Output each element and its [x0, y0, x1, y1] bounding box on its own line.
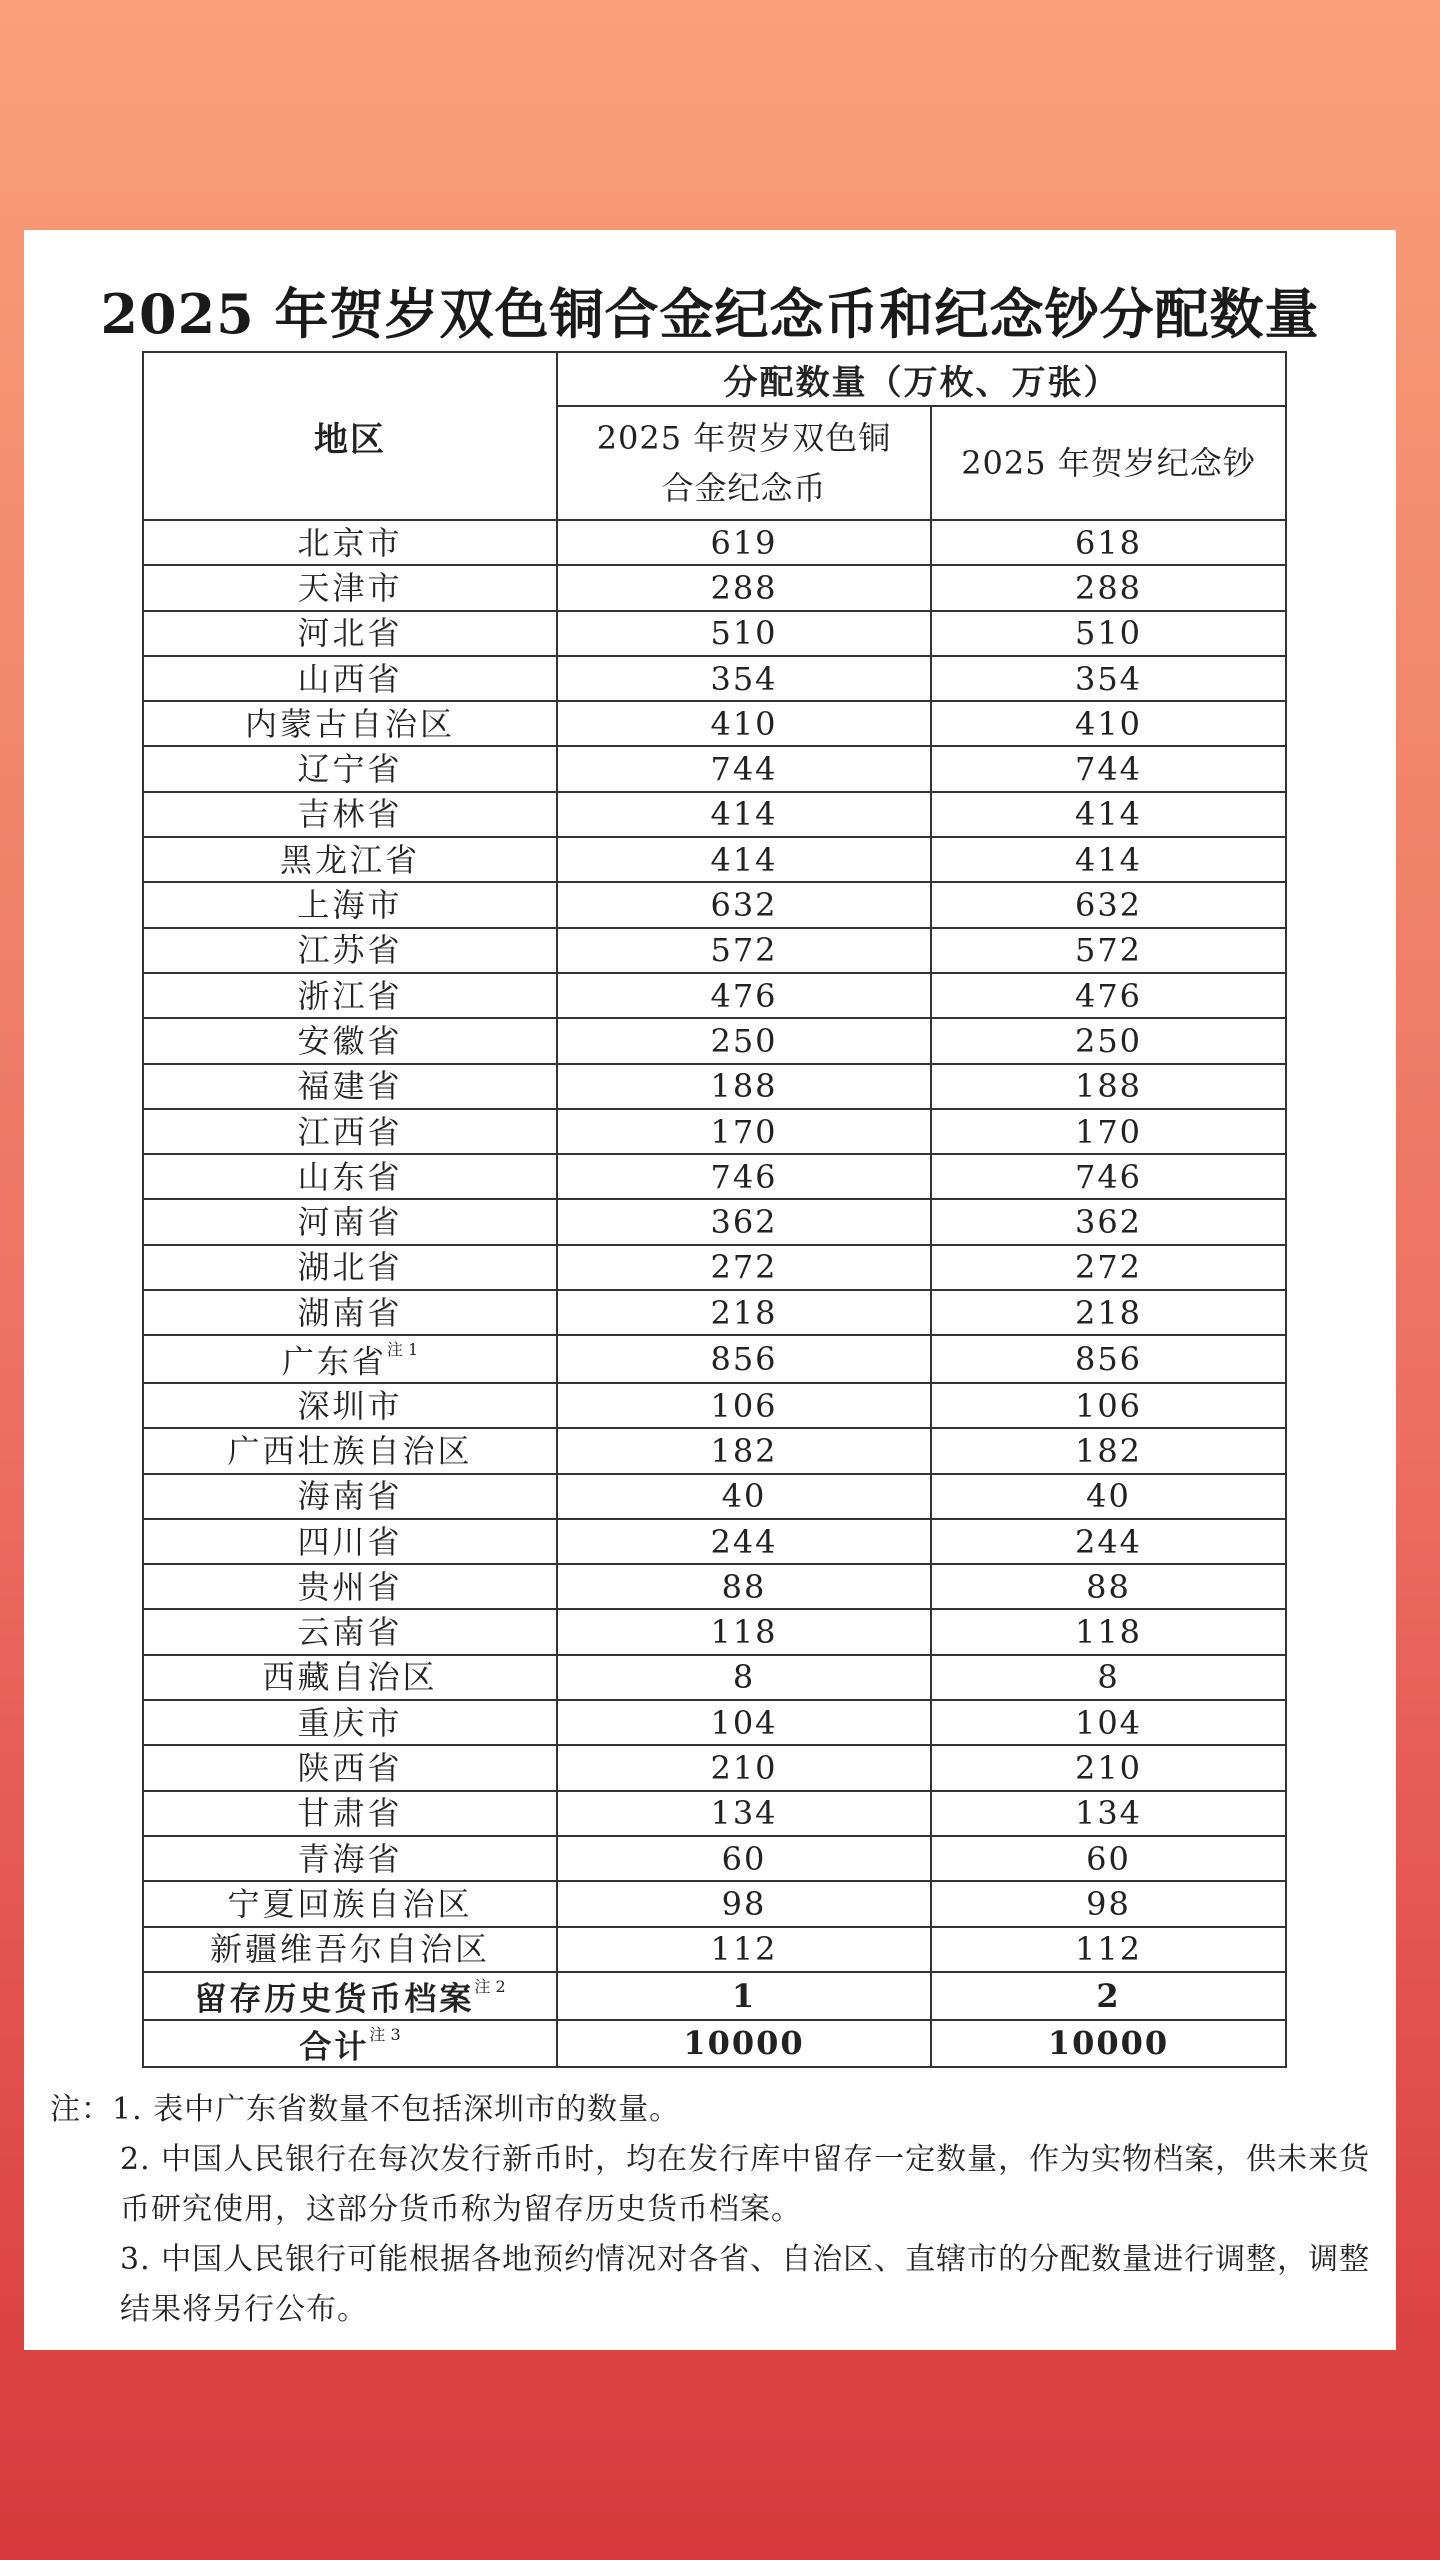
region-cell	[143, 1154, 557, 1199]
region-name: 北京市	[297, 523, 403, 562]
table-row	[143, 1881, 1286, 1926]
table-body	[143, 520, 1286, 2067]
table-row	[143, 1064, 1286, 1109]
banknote-quantity-cell: 2	[931, 1972, 1286, 2020]
banknote-quantity-cell: 632	[931, 882, 1286, 927]
banknote-quantity-cell: 104	[931, 1700, 1286, 1745]
region-name: 海南省	[297, 1477, 403, 1516]
banknote-quantity-cell: 510	[931, 611, 1286, 656]
footnotes	[50, 2085, 1380, 2335]
region-name: 深圳市	[297, 1386, 403, 1425]
region-cell	[143, 656, 557, 701]
coin-quantity-cell: 8	[557, 1655, 931, 1700]
region-cell	[143, 1745, 557, 1790]
footnote-marker: 注 3	[369, 2024, 401, 2044]
archive-row	[143, 1972, 1286, 2020]
coin-quantity-cell: 414	[557, 837, 931, 882]
table-row	[143, 1154, 1286, 1199]
coin-quantity-cell: 510	[557, 611, 931, 656]
total-row	[143, 2020, 1286, 2068]
table-row	[143, 1199, 1286, 1244]
table-row	[143, 1018, 1286, 1063]
region-cell	[143, 1199, 557, 1244]
region-name: 青海省	[297, 1839, 403, 1878]
table-row	[143, 1836, 1286, 1881]
region-name: 四川省	[297, 1522, 403, 1561]
coin-quantity-cell: 354	[557, 656, 931, 701]
region-cell	[143, 1881, 557, 1926]
coin-quantity-cell: 170	[557, 1109, 931, 1154]
table-row	[143, 1927, 1286, 1972]
table-row	[143, 1655, 1286, 1700]
coin-quantity-cell: 619	[557, 520, 931, 565]
banknote-quantity-cell: 10000	[931, 2020, 1286, 2068]
banknote-quantity-cell: 106	[931, 1383, 1286, 1428]
region-name: 合计	[299, 2027, 370, 2066]
region-cell	[143, 1109, 557, 1154]
table-header-row-1	[143, 352, 1286, 406]
banknote-quantity-cell: 40	[931, 1474, 1286, 1519]
region-name: 广东省	[281, 1343, 387, 1381]
region-cell	[143, 1655, 557, 1700]
table-row	[143, 565, 1286, 610]
region-cell	[143, 1564, 557, 1609]
banknote-quantity-cell: 362	[931, 1199, 1286, 1244]
region-name: 福建省	[297, 1067, 403, 1106]
region-cell	[143, 1474, 557, 1519]
region-cell	[143, 928, 557, 973]
coin-quantity-cell: 572	[557, 928, 931, 973]
coin-column-header-text: 2025 年贺岁双色铜合金纪念币	[596, 419, 892, 507]
coin-quantity-cell: 744	[557, 746, 931, 791]
coin-column-header	[557, 406, 931, 520]
region-cell	[143, 1290, 557, 1335]
coin-quantity-cell: 414	[557, 792, 931, 837]
region-cell	[143, 1064, 557, 1109]
region-cell	[143, 1972, 557, 2020]
region-name: 重庆市	[297, 1703, 403, 1742]
banknote-quantity-cell: 118	[931, 1609, 1286, 1654]
region-cell	[143, 1245, 557, 1290]
table-row	[143, 928, 1286, 973]
region-cell	[143, 2020, 557, 2068]
banknote-quantity-cell: 476	[931, 973, 1286, 1018]
region-name: 甘肃省	[297, 1794, 403, 1833]
coin-quantity-cell: 118	[557, 1609, 931, 1654]
table-row	[143, 1474, 1286, 1519]
region-cell	[143, 746, 557, 791]
banknote-quantity-cell: 746	[931, 1154, 1286, 1199]
banknote-quantity-cell: 112	[931, 1927, 1286, 1972]
region-name: 湖南省	[297, 1293, 403, 1332]
coin-quantity-cell: 746	[557, 1154, 931, 1199]
banknote-quantity-cell: 618	[931, 520, 1286, 565]
table-row	[143, 973, 1286, 1018]
coin-quantity-cell: 476	[557, 973, 931, 1018]
document-title: 2025 年贺岁双色铜合金纪念币和纪念钞分配数量	[100, 282, 1320, 346]
coin-quantity-cell: 60	[557, 1836, 931, 1881]
region-cell	[143, 1519, 557, 1564]
table-row	[143, 1109, 1286, 1154]
coin-quantity-cell: 134	[557, 1791, 931, 1836]
region-name: 云南省	[297, 1613, 403, 1652]
table-row	[143, 1428, 1286, 1473]
coin-quantity-cell: 182	[557, 1428, 931, 1473]
region-cell	[143, 1383, 557, 1428]
table-row	[143, 1335, 1286, 1383]
region-cell	[143, 1700, 557, 1745]
footnote-marker: 注 2	[474, 1976, 506, 1996]
region-cell	[143, 701, 557, 746]
banknote-quantity-cell: 8	[931, 1655, 1286, 1700]
banknote-quantity-cell: 414	[931, 837, 1286, 882]
region-name: 留存历史货币档案	[194, 1979, 475, 2018]
region-name: 安徽省	[297, 1021, 403, 1060]
banknote-quantity-cell: 354	[931, 656, 1286, 701]
region-name: 浙江省	[297, 976, 403, 1015]
table-row	[143, 1519, 1286, 1564]
table-row	[143, 1745, 1286, 1790]
region-cell	[143, 565, 557, 610]
region-name: 广西壮族自治区	[227, 1431, 473, 1470]
region-header: 地区	[143, 352, 557, 520]
region-name: 宁夏回族自治区	[227, 1884, 473, 1923]
banknote-quantity-cell: 98	[931, 1881, 1286, 1926]
region-name: 上海市	[297, 886, 403, 925]
banknote-quantity-cell: 88	[931, 1564, 1286, 1609]
table-row	[143, 1791, 1286, 1836]
region-name: 江西省	[297, 1112, 403, 1151]
coin-quantity-cell: 856	[557, 1335, 931, 1383]
table-row	[143, 1290, 1286, 1335]
region-name: 黑龙江省	[279, 840, 420, 879]
allocation-table	[142, 351, 1287, 2068]
coin-quantity-cell: 88	[557, 1564, 931, 1609]
table-row	[143, 1383, 1286, 1428]
region-cell	[143, 973, 557, 1018]
table-row	[143, 1609, 1286, 1654]
region-cell	[143, 1018, 557, 1063]
document-sheet	[24, 230, 1396, 2350]
banknote-quantity-cell: 188	[931, 1064, 1286, 1109]
region-cell	[143, 1609, 557, 1654]
table-row	[143, 701, 1286, 746]
region-name: 辽宁省	[297, 750, 403, 789]
coin-quantity-cell: 1	[557, 1972, 931, 2020]
footnote-3	[50, 2235, 1380, 2335]
footnote-2-text: 2. 中国人民银行在每次发行新币时，均在发行库中留存一定数量，作为实物档案，供未来货币研究使用，这部分货币称为留存历史货币档案。	[120, 2142, 1371, 2227]
region-name: 河北省	[297, 614, 403, 653]
banknote-quantity-cell: 272	[931, 1245, 1286, 1290]
table-row	[143, 746, 1286, 791]
region-name: 湖北省	[297, 1248, 403, 1287]
coin-quantity-cell: 362	[557, 1199, 931, 1244]
coin-quantity-cell: 188	[557, 1064, 931, 1109]
coin-quantity-cell: 272	[557, 1245, 931, 1290]
table-row	[143, 520, 1286, 565]
quantity-group-header: 分配数量（万枚、万张）	[557, 352, 1286, 406]
footnote-3-text: 3. 中国人民银行可能根据各地预约情况对各省、自治区、直辖市的分配数量进行调整，调整结果将另行公布。	[120, 2242, 1371, 2327]
banknote-quantity-cell: 250	[931, 1018, 1286, 1063]
region-cell	[143, 1791, 557, 1836]
banknote-quantity-cell: 410	[931, 701, 1286, 746]
banknote-quantity-cell: 414	[931, 792, 1286, 837]
footnote-1: 注：1. 表中广东省数量不包括深圳市的数量。	[50, 2092, 681, 2127]
table-row	[143, 1700, 1286, 1745]
region-cell	[143, 1836, 557, 1881]
banknote-quantity-cell: 170	[931, 1109, 1286, 1154]
coin-quantity-cell: 10000	[557, 2020, 931, 2068]
banknote-quantity-cell: 856	[931, 1335, 1286, 1383]
table-row	[143, 792, 1286, 837]
coin-quantity-cell: 410	[557, 701, 931, 746]
banknote-quantity-cell: 572	[931, 928, 1286, 973]
banknote-quantity-cell: 210	[931, 1745, 1286, 1790]
banknote-quantity-cell: 244	[931, 1519, 1286, 1564]
coin-quantity-cell: 288	[557, 565, 931, 610]
coin-quantity-cell: 632	[557, 882, 931, 927]
region-name: 新疆维吾尔自治区	[209, 1930, 490, 1969]
region-cell	[143, 1428, 557, 1473]
banknote-quantity-cell: 288	[931, 565, 1286, 610]
region-cell	[143, 520, 557, 565]
region-name: 山东省	[297, 1157, 403, 1196]
coin-quantity-cell: 250	[557, 1018, 931, 1063]
coin-quantity-cell: 210	[557, 1745, 931, 1790]
coin-quantity-cell: 244	[557, 1519, 931, 1564]
table-row	[143, 837, 1286, 882]
coin-quantity-cell: 40	[557, 1474, 931, 1519]
region-cell	[143, 792, 557, 837]
banknote-column-header: 2025 年贺岁纪念钞	[931, 406, 1286, 520]
coin-quantity-cell: 112	[557, 1927, 931, 1972]
table-row	[143, 1245, 1286, 1290]
footnote-marker: 注 1	[386, 1340, 419, 1360]
coin-quantity-cell: 104	[557, 1700, 931, 1745]
banknote-quantity-cell: 218	[931, 1290, 1286, 1335]
region-name: 天津市	[297, 568, 403, 607]
region-cell	[143, 837, 557, 882]
region-name: 贵州省	[297, 1567, 403, 1606]
region-name: 山西省	[297, 659, 403, 698]
coin-quantity-cell: 218	[557, 1290, 931, 1335]
coin-quantity-cell: 98	[557, 1881, 931, 1926]
region-name: 江苏省	[297, 931, 403, 970]
region-name: 陕西省	[297, 1749, 403, 1788]
banknote-quantity-cell: 134	[931, 1791, 1286, 1836]
region-cell	[143, 611, 557, 656]
footnote-2	[50, 2135, 1380, 2235]
table-row	[143, 611, 1286, 656]
banknote-quantity-cell: 744	[931, 746, 1286, 791]
banknote-quantity-cell: 182	[931, 1428, 1286, 1473]
coin-quantity-cell: 106	[557, 1383, 931, 1428]
region-cell	[143, 1927, 557, 1972]
region-cell	[143, 1335, 557, 1383]
region-name: 内蒙古自治区	[244, 704, 455, 743]
banknote-quantity-cell: 60	[931, 1836, 1286, 1881]
table-row	[143, 656, 1286, 701]
region-name: 西藏自治区	[262, 1658, 438, 1697]
region-name: 河南省	[297, 1203, 403, 1242]
region-cell	[143, 882, 557, 927]
table-row	[143, 1564, 1286, 1609]
table-row	[143, 882, 1286, 927]
region-name: 吉林省	[297, 795, 403, 834]
